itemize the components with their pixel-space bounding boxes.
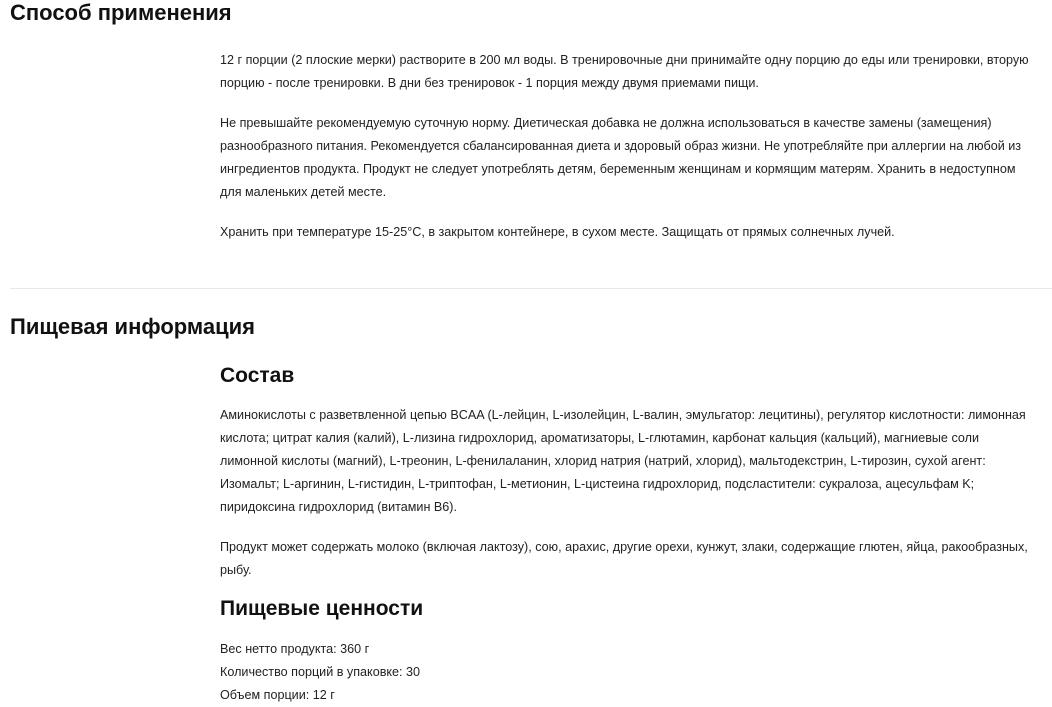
- usage-paragraph-dosage: 12 г порции (2 плоские мерки) растворите в 200 мл воды. В тренировочные дни принимайте одну порцию до еды или тренировки, вторую порцию - после тренировки. В дни без тренировок - 1 порция между двумя приемами пищи.: [220, 53, 1029, 90]
- usage-section-title: Способ применения: [10, 0, 232, 25]
- composition-title: Состав: [220, 364, 295, 387]
- nutrition-values-list: [220, 638, 1040, 707]
- nutrition-values-title: Пищевые ценности: [220, 597, 424, 620]
- fact-servings-count: Количество порций в упаковке: 30: [220, 665, 421, 679]
- section-divider: [10, 288, 1052, 289]
- usage-paragraph-storage: Хранить при температуре 15-25°C, в закрытом контейнере, в сухом месте. Защищать от прямых солнечных лучей.: [220, 225, 895, 239]
- composition-paragraph-allergens: Продукт может содержать молоко (включая лактозу), сою, арахис, другие орехи, кунжут, злаки, содержащие глютен, яйца, ракообразных, рыбу.: [220, 540, 1028, 577]
- usage-content: [220, 49, 1040, 244]
- fact-serving-size: Объем порции: 12 г: [220, 688, 335, 702]
- composition-paragraph-ingredients: Аминокислоты с разветвленной цепью BCAA (L-лейцин, L-изолейцин, L-валин, эмульгатор: лецитины), регулятор кислотности: лимонная кислота; цитрат калия (калий), L-лизина гидрохлорид, ароматизаторы, L-глютамин, карбонат кальция (кальций), магниевые соли лимонной кислоты (магний), L-треонин, L-фенилаланин, хлорид натрия (натрий, хлорид), мальтодекстрин, L-тирозин, сухой агент: Изомальт; L-аргинин, L-гистидин, L-триптофан, L-метионин, L-цистеина гидрохлорид, подсластители: сукралоза, ацесульфам K; пиридоксина гидрохлорид (витамин B6).: [220, 408, 1026, 514]
- usage-paragraph-warnings: Не превышайте рекомендуемую суточную норму. Диетическая добавка не должна использоваться в качестве замены (замещения) разнообразного питания. Рекомендуется сбалансированная диета и здоровый образ жизни. Не употребляйте при аллергии на любой из ингредиентов продукта. Продукт не следует употреблять детям, беременным женщинам и кормящим матерям. Хранить в недоступном для маленьких детей месте.: [220, 116, 1022, 199]
- nutrition-section-title: Пищевая информация: [10, 314, 256, 339]
- composition-content: [220, 404, 1040, 582]
- fact-net-weight: Вес нетто продукта: 360 г: [220, 642, 370, 656]
